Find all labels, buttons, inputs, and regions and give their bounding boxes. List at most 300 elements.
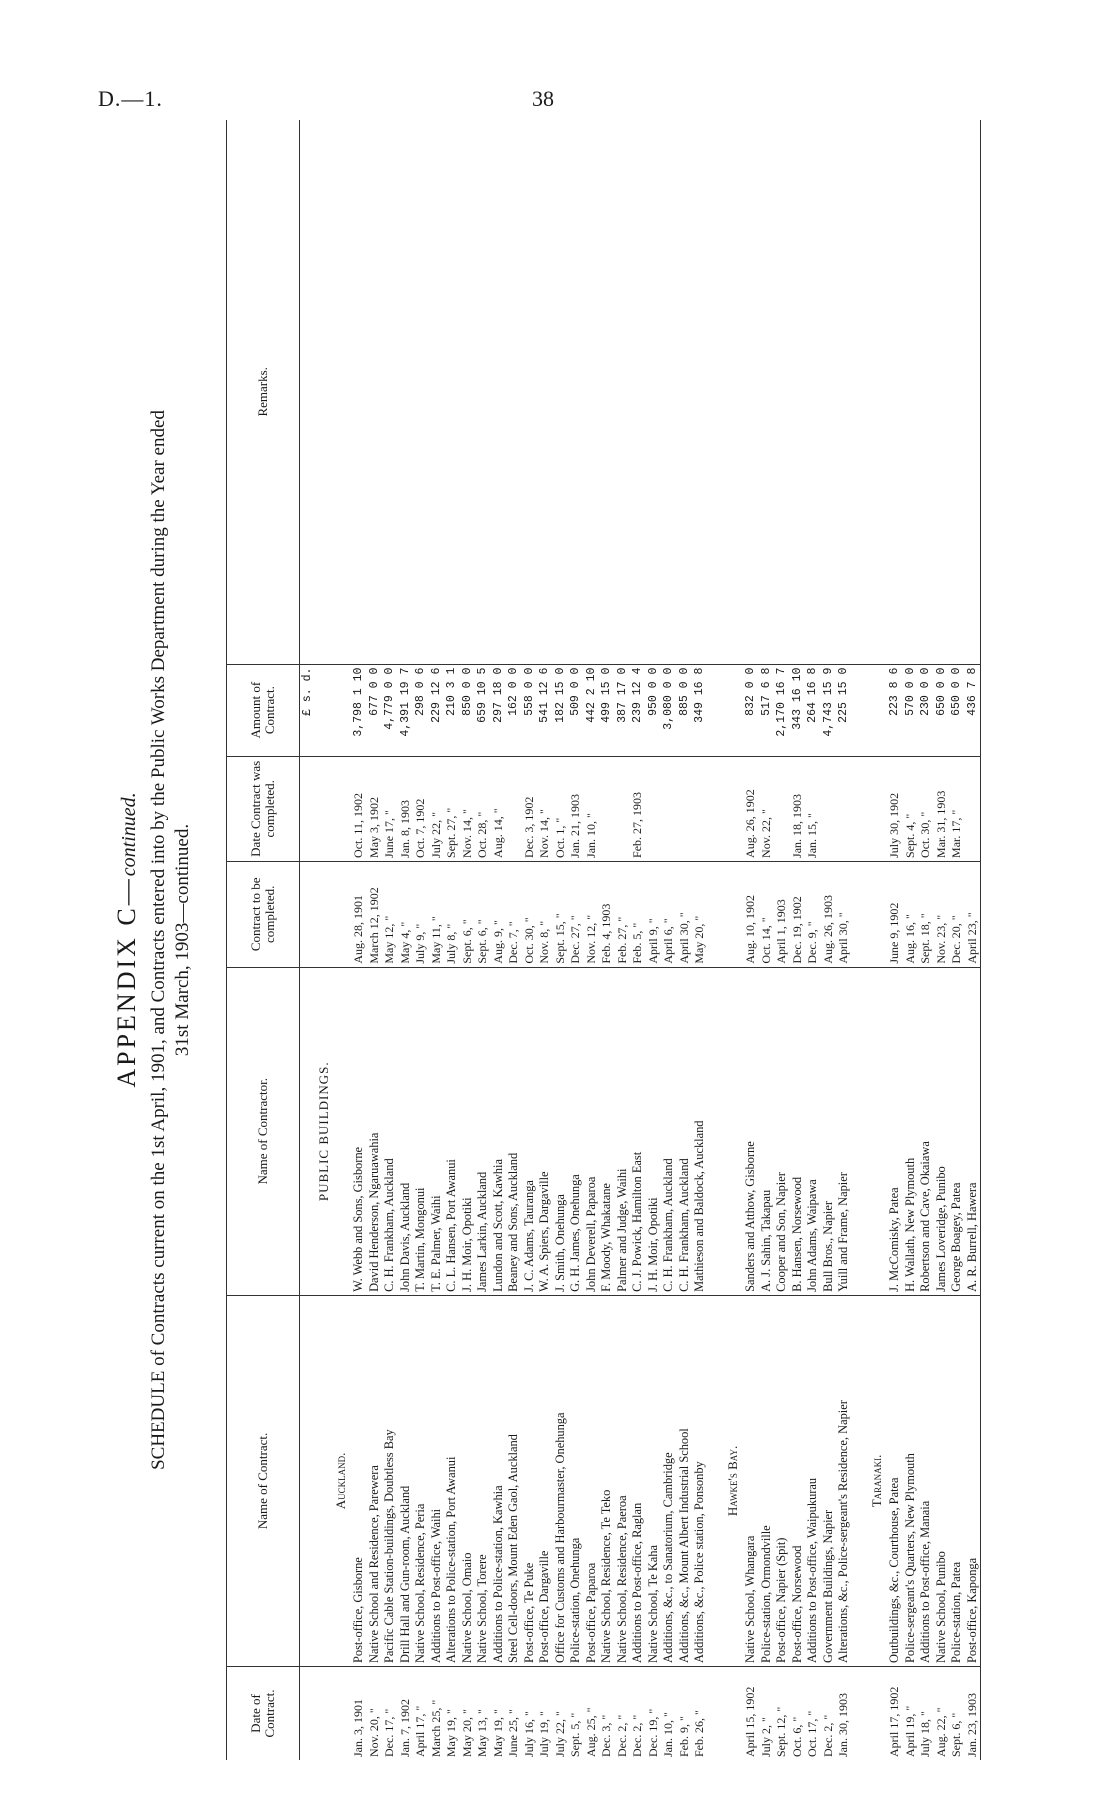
appendix-title: APPENDIX C—continued. (112, 792, 141, 1088)
cell-tobe: April 30, " (836, 861, 852, 967)
cell-amount: 229 12 6 (429, 664, 445, 756)
cell-remarks (836, 120, 852, 664)
table-row (398, 120, 414, 1760)
cell-amount: 264 16 8 (805, 664, 821, 756)
cell-contract: Additions, &c., Police station, Ponsonby (692, 1295, 708, 1666)
cell-tobe: Sept. 6, " (475, 861, 491, 967)
cell-amount: 225 15 0 (836, 664, 852, 756)
cell-amount: 349 16 8 (692, 664, 708, 756)
cell-amount: 558 0 0 (522, 664, 538, 756)
cell-remarks (615, 120, 631, 664)
cell-contractor: Cooper and Son, Napier (774, 967, 790, 1295)
cell-remarks (934, 120, 950, 664)
cell-tobe: Oct. 30, " (522, 861, 538, 967)
cell-date: Dec. 3, " (599, 1714, 613, 1757)
cell-contract: Native School, Torere (475, 1295, 491, 1666)
cell-amount: 298 0 6 (413, 664, 429, 756)
cell-remarks (506, 120, 522, 664)
cell-tobe: May 12, " (382, 861, 398, 967)
cell-date: Aug. 22, " (933, 1707, 948, 1757)
cell-tobe: May 11, " (429, 861, 445, 967)
cell-amount: 885 0 0 (677, 664, 693, 756)
table-row (790, 120, 806, 1760)
cell-completed: Feb. 27, 1903 (630, 756, 646, 861)
cell-amount: 4,779 0 0 (382, 664, 398, 756)
cell-amount: 387 17 0 (615, 664, 631, 756)
cell-contract: Additions to Post-office, Raglan (630, 1295, 646, 1666)
cell-contractor: J. McComisky, Patea (887, 967, 903, 1295)
cell-contractor: C. H. Frankham, Auckland (661, 967, 677, 1295)
cell-contractor: Yuill and Frame, Napier (836, 967, 852, 1295)
cell-completed: Aug. 26, 1902 (743, 756, 759, 861)
cell-tobe: July 8, " (444, 861, 460, 967)
cell-date: Dec. 2, " (630, 1714, 644, 1757)
cell-contract: Native School, Residence, Peria (413, 1295, 429, 1666)
cell-remarks (965, 120, 981, 664)
cell-completed (661, 756, 677, 861)
table-row (584, 120, 600, 1760)
table-row (444, 120, 460, 1760)
cell-date: May 13, " (475, 1709, 489, 1757)
cell-amount: 230 0 0 (918, 664, 934, 756)
cell-amount: 850 0 0 (460, 664, 476, 756)
cell-completed: Mar. 17, " (949, 756, 965, 861)
cell-tobe: Sept. 6, " (460, 861, 476, 967)
cell-amount: 343 16 10 (790, 664, 806, 756)
table-row (903, 120, 919, 1760)
cell-remarks (584, 120, 600, 664)
schedule-title: SCHEDULE of Contracts current on the 1st April, 1901, and Contracts entered into by the Public Works Department during the Year ended (148, 410, 169, 1470)
cell-remarks (444, 120, 460, 664)
cell-completed: July 22, " (429, 756, 445, 861)
table-row (522, 120, 538, 1760)
cell-tobe: Sept. 15, " (553, 861, 569, 967)
cell-contractor: J. H. Moir, Opotiki (646, 967, 662, 1295)
table-row (491, 120, 507, 1760)
table-row (630, 120, 646, 1760)
cell-contract: Post-office, Dargaville (537, 1295, 553, 1666)
cell-tobe: Dec. 7, " (506, 861, 522, 967)
cell-tobe: April 6, " (661, 861, 677, 967)
cell-amount: 499 15 0 (599, 664, 615, 756)
cell-contract: Police-station, Onehunga (568, 1295, 584, 1666)
col-amount-header: Amount of Contract. (227, 664, 300, 756)
cell-date: Jan. 10, " (661, 1712, 675, 1757)
cell-tobe: Feb. 27, " (615, 861, 631, 967)
cell-completed (646, 756, 662, 861)
cell-tobe: Nov. 23, " (934, 861, 950, 967)
cell-contract: Government Buildings, Napier (821, 1295, 837, 1666)
cell-date: Dec. 2, " (614, 1714, 629, 1757)
table-row (646, 120, 662, 1760)
cell-completed: July 30, 1902 (887, 756, 903, 861)
cell-contract: Additions, &c., Mount Albert Industrial School (677, 1295, 693, 1666)
cell-amount: 162 0 0 (506, 664, 522, 756)
cell-contract: Additions to Post-office, Waipukurau (805, 1295, 821, 1666)
document-ref: D.—1. (98, 86, 163, 111)
cell-tobe: Dec. 19, 1902 (790, 861, 806, 967)
cell-date: Jan. 7, 1902 (397, 1699, 412, 1757)
cell-completed: June 17, " (382, 756, 398, 861)
section-row (316, 120, 332, 1760)
table-row (413, 120, 429, 1760)
cell-completed: Jan. 21, 1903 (568, 756, 584, 861)
cell-date: May 19, " (444, 1709, 458, 1757)
cell-completed: Dec. 3, 1902 (522, 756, 538, 861)
cell-contractor: C. H. Frankham, Auckland (382, 967, 398, 1295)
cell-date: April 17, 1902 (887, 1686, 901, 1757)
cell-completed: Nov. 22, " (759, 756, 775, 861)
cell-contract: Additions to Post-office, Manaia (918, 1295, 934, 1666)
cell-tobe: Feb. 4, 1903 (599, 861, 615, 967)
cell-amount: 297 18 0 (491, 664, 507, 756)
cell-completed (965, 756, 981, 861)
cell-remarks (522, 120, 538, 664)
cell-contract: Alterations to Police-station, Port Awanui (444, 1295, 460, 1666)
cell-remarks (460, 120, 476, 664)
cell-remarks (903, 120, 919, 664)
cell-contractor: Bull Bros., Napier (821, 967, 837, 1295)
cell-contractor: Mathieson and Baldock, Auckland (692, 967, 708, 1295)
cell-amount: 509 0 0 (568, 664, 584, 756)
cell-contractor: James Loveridge, Punibo (934, 967, 950, 1295)
cell-contract: Steel Cell-doors, Mount Eden Gaol, Auckland (506, 1295, 522, 1666)
table-row (887, 120, 903, 1760)
cell-remarks (677, 120, 693, 664)
cell-date: March 25, " (428, 1699, 443, 1757)
cell-contractor: C. L. Hansen, Port Awanui (444, 967, 460, 1295)
spacer-row (708, 120, 724, 1760)
cell-contract: Native School, Te Kaha (646, 1295, 662, 1666)
table-row (599, 120, 615, 1760)
cell-date: July 2, " (758, 1717, 773, 1757)
cell-contractor: B. Hansen, Norsewood (790, 967, 806, 1295)
cell-completed: Jan. 8, 1903 (398, 756, 414, 861)
cell-date: Feb. 9, " (676, 1716, 691, 1757)
cell-amount: 3,798 1 10 (351, 664, 367, 756)
cell-contractor: F. Moody, Whakatane (599, 967, 615, 1295)
cell-remarks (630, 120, 646, 664)
table-row (429, 120, 445, 1760)
cell-tobe: Dec. 20, " (949, 861, 965, 967)
cell-contractor: A. R. Burrell, Hawera (965, 967, 981, 1295)
cell-contractor: Palmer and Judge, Waihi (615, 967, 631, 1295)
cell-date: Sept. 6, " (949, 1712, 963, 1757)
cell-amount: 182 15 0 (553, 664, 569, 756)
cell-date: Oct. 6, " (789, 1716, 804, 1757)
cell-contractor: Robertson and Cave, Okaiawa (918, 967, 934, 1295)
cell-contractor: John Davis, Auckland (398, 967, 414, 1295)
cell-amount: 2,170 16 7 (774, 664, 790, 756)
region-header-row (867, 120, 887, 1760)
cell-date: Dec. 19, " (645, 1708, 660, 1757)
cell-date: Sept. 5, " (568, 1712, 582, 1757)
cell-remarks (743, 120, 759, 664)
table-row (805, 120, 821, 1760)
cell-date: Nov. 20, " (366, 1708, 381, 1757)
cell-date: Dec. 2, " (820, 1714, 835, 1757)
cell-date: May 20, " (459, 1709, 474, 1757)
cell-date: July 22, " (552, 1711, 567, 1757)
table-row (759, 120, 775, 1760)
cell-completed: Aug. 14, " (491, 756, 507, 861)
region-header-row (331, 120, 351, 1760)
cell-tobe: Feb. 5, " (630, 861, 646, 967)
cell-tobe: April 30, " (677, 861, 693, 967)
cell-contract: Native School, Residence, Te Teko (599, 1295, 615, 1666)
cell-contract: Post-office, Kaponga (965, 1295, 981, 1666)
table-row (351, 120, 367, 1760)
table-row (367, 120, 383, 1760)
cell-remarks (413, 120, 429, 664)
cell-contractor: Sanders and Atthow, Gisborne (743, 967, 759, 1295)
cell-contract: Drill Hall and Gun-room, Auckland (398, 1295, 414, 1666)
cell-contract: Native School, Residence, Paeroa (615, 1295, 631, 1666)
cell-tobe: March 12, 1902 (367, 861, 383, 967)
cell-remarks (790, 120, 806, 664)
table-row (949, 120, 965, 1760)
cell-completed: Jan. 18, 1903 (790, 756, 806, 861)
cell-contractor: W. Webb and Sons, Gisborne (351, 967, 367, 1295)
cell-date: Sept. 12, " (774, 1706, 788, 1757)
cell-completed (821, 756, 837, 861)
cell-completed: Sept. 27, " (444, 756, 460, 861)
cell-date: Jan. 23, 1903 (965, 1666, 981, 1760)
cell-tobe: Aug. 28, 1901 (351, 861, 367, 967)
cell-remarks (367, 120, 383, 664)
cell-remarks (646, 120, 662, 664)
cell-amount: 650 0 0 (949, 664, 965, 756)
cell-contractor: G. H. James, Onehunga (568, 967, 584, 1295)
cell-remarks (429, 120, 445, 664)
cell-remarks (774, 120, 790, 664)
table-row (553, 120, 569, 1760)
table-row (965, 120, 981, 1760)
cell-tobe: April 23, " (965, 861, 981, 967)
cell-contractor: Lundon and Scott, Kawhia (491, 967, 507, 1295)
cell-completed: Oct. 28, " (475, 756, 491, 861)
cell-remarks (568, 120, 584, 664)
cell-date: July 19, " (537, 1711, 551, 1757)
cell-completed (836, 756, 852, 861)
section-title: PUBLIC BUILDINGS. (316, 967, 332, 1295)
col-tobe-header: Contract to be completed. (227, 861, 300, 967)
cell-tobe: Aug. 16, " (903, 861, 919, 967)
table-header-row (227, 120, 300, 1760)
cell-amount: 650 0 0 (934, 664, 950, 756)
spacer-row (852, 120, 868, 1760)
cell-contractor: C. J. Powick, Hamilton East (630, 967, 646, 1295)
region-header-row (723, 120, 743, 1760)
cell-contractor: George Boagey, Patea (949, 967, 965, 1295)
cell-date: April 17, " (413, 1705, 427, 1757)
cell-completed: Oct. 11, 1902 (351, 756, 367, 861)
table-row (568, 120, 584, 1760)
cell-completed: Jan. 15, " (805, 756, 821, 861)
title-block (108, 120, 194, 1760)
cell-completed (615, 756, 631, 861)
table-row (836, 120, 852, 1760)
cell-contract: Post-office, Napier (Spit) (774, 1295, 790, 1666)
cell-contractor: T. E. Palmer, Waihi (429, 967, 445, 1295)
cell-contract: Police-station, Ormondville (759, 1295, 775, 1666)
table-row (692, 120, 708, 1760)
cell-tobe: Sept. 18, " (918, 861, 934, 967)
cell-tobe: May 4, " (398, 861, 414, 967)
cell-remarks (537, 120, 553, 664)
cell-date: Oct. 17, " (805, 1710, 819, 1757)
schedule-title-cont: 31st March, 1903—continued. (172, 823, 193, 1057)
cell-date: April 19, " (902, 1705, 917, 1757)
cell-contract: Police-sergeant's Quarters, New Plymouth (903, 1295, 919, 1666)
cell-amount: 3,080 0 0 (661, 664, 677, 756)
cell-amount: 4,391 19 7 (398, 664, 414, 756)
cell-contract: Additions to Police-station, Kawhia (491, 1295, 507, 1666)
cell-amount: 541 12 6 (537, 664, 553, 756)
cell-tobe: Dec. 27, " (568, 861, 584, 967)
cell-remarks (382, 120, 398, 664)
cell-date: Aug. 25, " (583, 1707, 598, 1757)
cell-remarks (661, 120, 677, 664)
cell-tobe: Aug. 9, " (491, 861, 507, 967)
table-row (475, 120, 491, 1760)
cell-tobe: Dec. 9, " (805, 861, 821, 967)
table-row (661, 120, 677, 1760)
table-row (743, 120, 759, 1760)
cell-completed: Oct. 1, " (553, 756, 569, 861)
cell-remarks (692, 120, 708, 664)
table-row (615, 120, 631, 1760)
col-completed-header: Date Contract was completed. (227, 756, 300, 861)
cell-contract: Additions to Post-office, Waihi (429, 1295, 445, 1666)
cell-remarks (475, 120, 491, 664)
cell-completed (774, 756, 790, 861)
region-name: Taranaki. (867, 1295, 887, 1666)
table-row (918, 120, 934, 1760)
cell-contract: Post-office, Norsewood (790, 1295, 806, 1666)
cell-amount: 950 0 0 (646, 664, 662, 756)
table-row (460, 120, 476, 1760)
cell-remarks (887, 120, 903, 664)
cell-amount: 223 8 6 (887, 664, 903, 756)
cell-remarks (805, 120, 821, 664)
amount-units: £ s. d. (300, 664, 316, 756)
cell-date: July 16, " (521, 1711, 536, 1757)
col-contractor-header: Name of Contractor. (227, 967, 300, 1295)
cell-contractor: J. Smith, Onehunga (553, 967, 569, 1295)
cell-contractor: John Adams, Waipawa (805, 967, 821, 1295)
cell-completed: Jan. 10, " (584, 756, 600, 861)
cell-contractor: H. Wallath, New Plymouth (903, 967, 919, 1295)
cell-contractor: C. H. Frankham, Auckland (677, 967, 693, 1295)
cell-amount: 677 0 0 (367, 664, 383, 756)
cell-contract: Native School, Omaio (460, 1295, 476, 1666)
cell-tobe: May 20, " (692, 861, 708, 967)
col-remarks-header: Remarks. (227, 120, 300, 664)
cell-contractor: David Henderson, Ngaruawahia (367, 967, 383, 1295)
table-row (821, 120, 837, 1760)
cell-contract: Alterations, &c., Police-sergeant's Residence, Napier (836, 1295, 852, 1666)
cell-completed (692, 756, 708, 861)
cell-contract: Office for Customs and Harbourmaster, Onehunga (553, 1295, 569, 1666)
cell-contract: Post-office, Paparoa (584, 1295, 600, 1666)
table-row (774, 120, 790, 1760)
cell-date: Dec. 17, " (382, 1708, 396, 1757)
cell-tobe: April 9, " (646, 861, 662, 967)
cell-contract: Police-station, Patea (949, 1295, 965, 1666)
table-row (677, 120, 693, 1760)
cell-date: Jan. 30, 1903 (836, 1693, 850, 1757)
cell-date: May 19, " (490, 1709, 505, 1757)
cell-completed (677, 756, 693, 861)
cell-remarks (759, 120, 775, 664)
cell-remarks (599, 120, 615, 664)
cell-remarks (398, 120, 414, 664)
cell-amount: 239 12 4 (630, 664, 646, 756)
page-number: 38 (532, 86, 554, 111)
cell-date: June 25, " (506, 1709, 520, 1757)
cell-completed (506, 756, 522, 861)
cell-tobe: July 9, " (413, 861, 429, 967)
cell-tobe: Nov. 12, " (584, 861, 600, 967)
cell-completed: Sept. 4, " (903, 756, 919, 861)
cell-tobe: Oct. 14, " (759, 861, 775, 967)
cell-amount: 210 3 1 (444, 664, 460, 756)
cell-contract: Native School and Residence, Parewera (367, 1295, 383, 1666)
cell-tobe: April 1, 1903 (774, 861, 790, 967)
col-date-header: Date of Contract. (227, 1666, 300, 1760)
cell-contract: Post-office, Gisborne (351, 1295, 367, 1666)
cell-completed: Nov. 14, " (537, 756, 553, 861)
cell-amount: 832 0 0 (743, 664, 759, 756)
cell-contractor: T. Martin, Mongonui (413, 967, 429, 1295)
cell-contract: Native School, Whangara (743, 1295, 759, 1666)
table-row (934, 120, 950, 1760)
region-name: Auckland. (331, 1295, 351, 1666)
rotated-schedule (108, 120, 998, 1760)
cell-date: July 18, " (918, 1711, 932, 1757)
cell-date: Feb. 26, " (692, 1710, 706, 1757)
cell-contract: Native School, Punibo (934, 1295, 950, 1666)
cell-remarks (491, 120, 507, 664)
cell-contract: Additions, &c., to Sanatorium, Cambridge (661, 1295, 677, 1666)
cell-amount: 436 7 8 (965, 664, 981, 756)
cell-remarks (949, 120, 965, 664)
table-row (537, 120, 553, 1760)
units-row (300, 120, 316, 1760)
cell-amount: 517 6 8 (759, 664, 775, 756)
cell-completed: May 3, 1902 (367, 756, 383, 861)
cell-contractor: James Larkin, Auckland (475, 967, 491, 1295)
table-row (382, 120, 398, 1760)
cell-date: Jan. 3, 1901 (351, 1699, 365, 1757)
cell-completed: Mar. 31, 1903 (934, 756, 950, 861)
cell-remarks (351, 120, 367, 664)
table-body (300, 120, 981, 1760)
cell-completed: Oct. 7, 1902 (413, 756, 429, 861)
cell-contractor: J. C. Adams, Tauranga (522, 967, 538, 1295)
cell-amount: 659 10 5 (475, 664, 491, 756)
cell-contract: Pacific Cable Station-buildings, Doubtless Bay (382, 1295, 398, 1666)
cell-tobe: Nov. 8, " (537, 861, 553, 967)
cell-contract: Outbuildings, &c., Courthouse, Patea (887, 1295, 903, 1666)
contracts-table (226, 120, 981, 1760)
cell-date: April 15, 1902 (743, 1686, 757, 1757)
table-row (506, 120, 522, 1760)
cell-remarks (553, 120, 569, 664)
cell-completed (599, 756, 615, 861)
cell-amount: 570 0 0 (903, 664, 919, 756)
